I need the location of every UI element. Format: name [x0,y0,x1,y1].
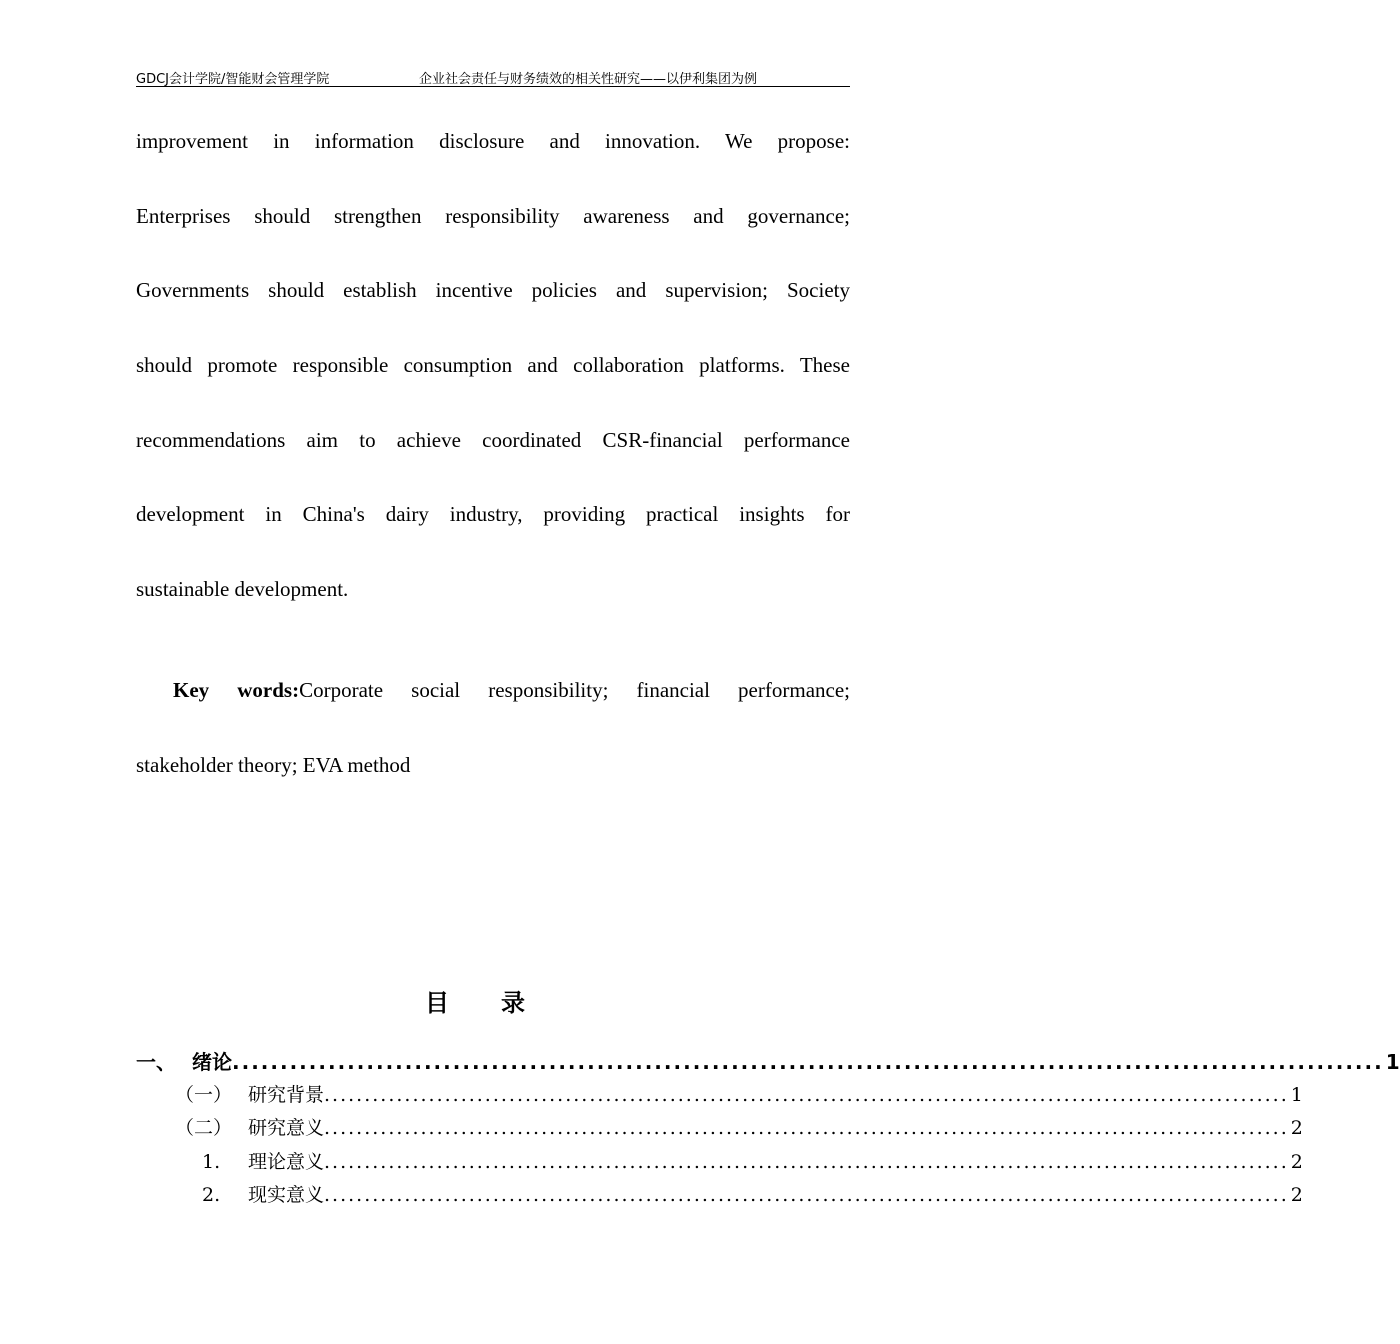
toc-title-char: 录 [501,989,525,1017]
toc-entry-number: 2. [202,1184,221,1206]
abstract-line: recommendations aim to achieve coordinated CSR-financial performance [136,428,850,452]
toc-entry-page: 1 [1385,1050,1400,1074]
toc-entry-number: （一） [175,1084,233,1106]
abstract-line: Governments should establish incentive policies and supervision; Society [136,278,850,302]
abstract-line: improvement in information disclosure and innovation. We propose: [136,129,850,153]
toc-entry-label: 理论意义 [248,1151,325,1173]
toc-title [0,983,950,1018]
toc-entry-research-background[interactable] [175,1080,1303,1107]
toc-entry-label: 现实意义 [248,1184,325,1206]
abstract-line: Enterprises should strengthen responsibility awareness and governance; [136,204,850,228]
toc-leader-dots: ........................................................................................................................ [324,1151,1289,1173]
toc-entry-label: 绪论 [192,1050,232,1074]
toc-entry-number: （二） [175,1117,233,1139]
keywords-label: Key words: [173,678,300,702]
toc-entry-label: 研究背景 [248,1084,325,1106]
toc-entry-number: 一、 [136,1050,176,1074]
toc-entry-page: 1 [1290,1084,1303,1106]
running-header [136,66,850,87]
abstract-line: sustainable development. [136,577,349,601]
header-thesis-title: 企业社会责任与财务绩效的相关性研究——以伊利集团为例 [419,72,758,87]
toc-title-char: 目 [425,989,449,1017]
toc-entry-practical-significance[interactable] [202,1180,1303,1207]
keywords-line [136,676,850,704]
keywords-text: Corporate social responsibility; financial performance; [299,678,850,702]
toc-entry-number: 1. [202,1151,221,1173]
toc-entry-label: 研究意义 [248,1117,325,1139]
abstract-line: should promote responsible consumption and collaboration platforms. These [136,353,850,377]
toc-entry-introduction[interactable] [136,1046,1400,1075]
toc-leader-dots: ........................................................................................................................ [324,1084,1289,1106]
toc-entry-page: 2 [1290,1151,1303,1173]
header-school: GDCJ会计学院/智能财会管理学院 [136,72,330,87]
toc-entry-research-significance[interactable] [175,1113,1303,1140]
toc-leader-dots: ........................................................................................................................ [324,1184,1289,1206]
toc-entry-page: 2 [1290,1117,1303,1139]
toc-leader-dots: ........................................................................................................................ [232,1050,1384,1074]
keywords-line-continued: stakeholder theory; EVA method [136,753,411,777]
toc-leader-dots: ........................................................................................................................ [324,1117,1289,1139]
abstract-line: development in China's dairy industry, providing practical insights for [136,502,850,526]
toc-entry-theoretical-significance[interactable] [202,1147,1303,1174]
toc-entry-page: 2 [1290,1184,1303,1206]
